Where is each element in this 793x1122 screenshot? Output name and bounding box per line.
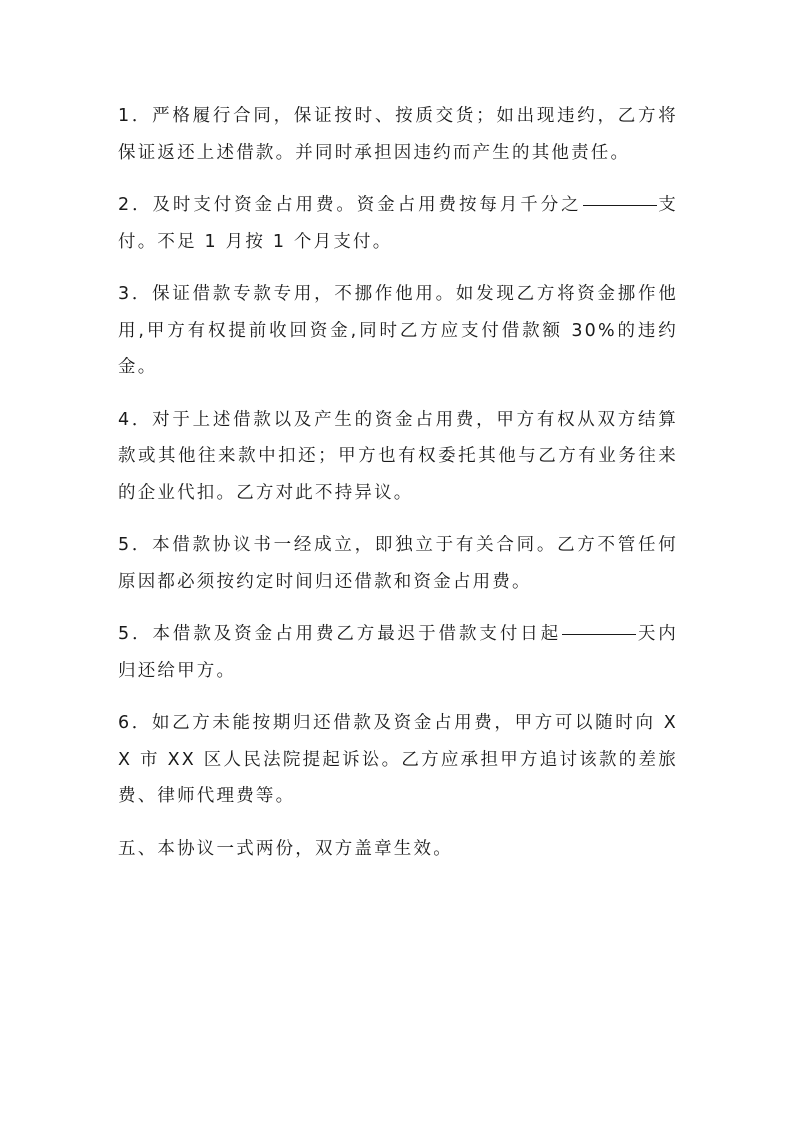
fill-in-blank xyxy=(562,634,636,635)
clause-number: 1． xyxy=(118,106,153,126)
clause-number: 6． xyxy=(118,713,152,733)
clause-number: 5． xyxy=(118,624,153,644)
clause-1 xyxy=(118,98,678,171)
clause-5b xyxy=(118,616,678,689)
clause-text-continued: 支付。不足 1 月按 1 个月支付。 xyxy=(118,195,678,252)
document-body xyxy=(118,98,678,883)
clause-number: 4． xyxy=(118,409,153,430)
clause-text: 对于上述借款以及产生的资金占用费，甲方有权从双方结算款或其他往来款中扣还；甲方也有权委托其他与乙方有业务往来的企业代扣。乙方对此不持异议。 xyxy=(118,409,678,503)
clause-text: 严格履行合同，保证按时、按质交货；如出现违约，乙方将保证返还上述借款。并同时承担因违约而产生的其他责任。 xyxy=(118,106,678,163)
clause-text: 保证借款专款专用，不挪作他用。如发现乙方将资金挪作他用,甲方有权提前收回资金,同时乙方应支付借款额 30%的违约金。 xyxy=(118,284,678,377)
clause-6 xyxy=(118,705,678,815)
clause-number: 5． xyxy=(118,535,153,555)
clause-text: 本借款及资金占用费乙方最迟于借款支付日起 xyxy=(152,624,562,644)
clause-4 xyxy=(118,402,678,512)
clause-2 xyxy=(118,187,678,260)
clause-3 xyxy=(118,276,678,386)
clause-text: 如乙方未能按期归还借款及资金占用费，甲方可以随时向 XX 市 XX 区人民法院提起诉讼。乙方应承担甲方追讨该款的差旅费、律师代理费等。 xyxy=(118,713,678,806)
clause-text: 及时支付资金占用费。资金占用费按每月千分之 xyxy=(152,195,582,215)
closing-clause: 五、本协议一式两份，双方盖章生效。 xyxy=(118,838,453,859)
clause-text-continued: 天内归还给甲方。 xyxy=(118,624,678,681)
clause-text: 本借款协议书一经成立，即独立于有关合同。乙方不管任何原因都必须按约定时间归还借款和资金占用费。 xyxy=(118,535,678,592)
fill-in-blank xyxy=(583,205,657,206)
clause-number: 3． xyxy=(118,284,153,304)
clause-5 xyxy=(118,527,678,600)
clause-number: 2． xyxy=(118,195,153,215)
